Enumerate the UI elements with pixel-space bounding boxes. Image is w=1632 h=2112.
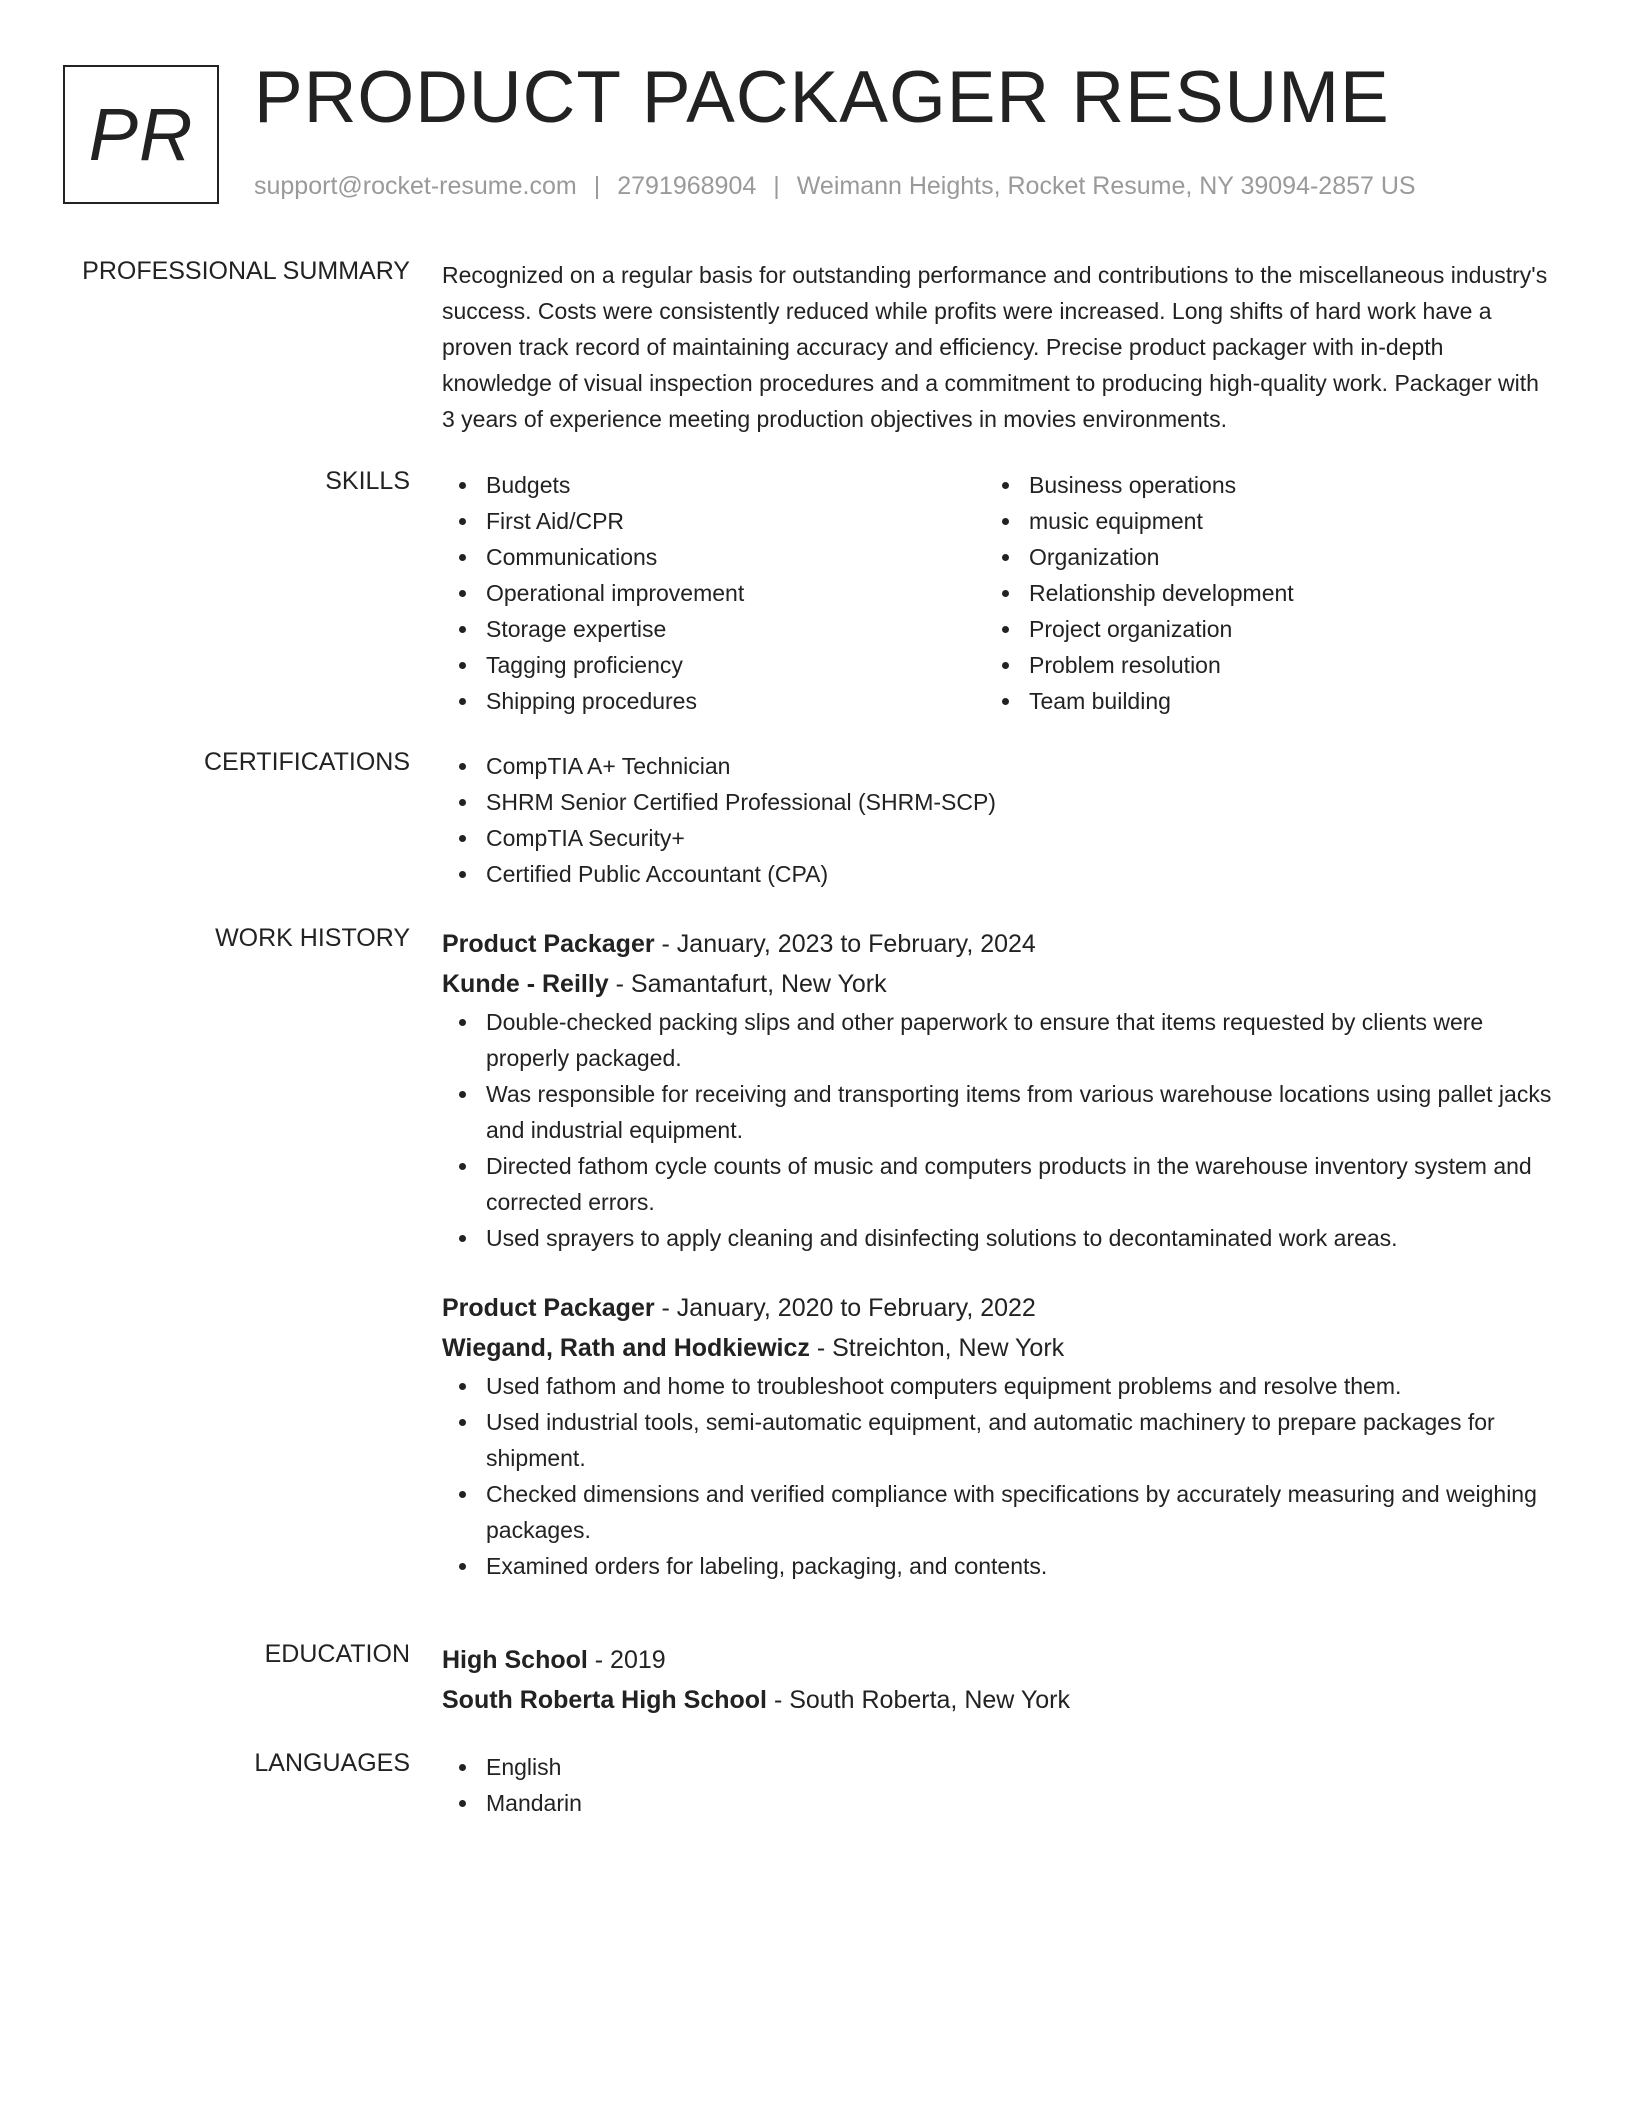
job-location: - Streichton, New York xyxy=(809,1334,1065,1362)
job-dates: - January, 2020 to February, 2022 xyxy=(654,1294,1036,1322)
certification-item: CompTIA Security+ xyxy=(442,820,1552,856)
education-school: South Roberta High School xyxy=(442,1686,767,1714)
certification-item: CompTIA A+ Technician xyxy=(442,748,1552,784)
contact-line xyxy=(254,172,1416,201)
job-title-line xyxy=(442,924,1552,964)
skill-item: Organization xyxy=(985,539,1528,575)
skills-list-left xyxy=(442,467,985,719)
certification-item: SHRM Senior Certified Professional (SHRM-SCP) xyxy=(442,784,1552,820)
contact-email[interactable]: support@rocket-resume.com xyxy=(254,172,577,200)
job-duty: Examined orders for labeling, packaging, and contents. xyxy=(442,1548,1552,1584)
contact-address: Weimann Heights, Rocket Resume, NY 39094-2857 US xyxy=(796,172,1416,200)
section-label-work-history: WORK HISTORY xyxy=(215,924,410,952)
skill-item: Operational improvement xyxy=(442,575,985,611)
certifications-body xyxy=(442,748,1552,892)
job-duty: Used industrial tools, semi-automatic equipment, and automatic machinery to prepare packages for shipment. xyxy=(442,1404,1552,1476)
section-label-certifications: CERTIFICATIONS xyxy=(203,748,410,776)
certification-item: Certified Public Accountant (CPA) xyxy=(442,856,1552,892)
skills-list-right xyxy=(985,467,1528,719)
section-label-summary: PROFESSIONAL SUMMARY xyxy=(82,257,410,285)
skill-item: Relationship development xyxy=(985,575,1528,611)
job-title: Product Packager xyxy=(442,1294,655,1322)
language-item: English xyxy=(442,1749,1552,1785)
education-year: - 2019 xyxy=(587,1646,666,1674)
skill-item: Storage expertise xyxy=(442,611,985,647)
languages-list xyxy=(442,1749,1552,1821)
work-history-body xyxy=(442,924,1552,1584)
job-duty: Checked dimensions and verified compliance with specifications by accurately measuring and weighing packages. xyxy=(442,1476,1552,1548)
education-school-line xyxy=(442,1680,1552,1720)
skill-item: music equipment xyxy=(985,503,1528,539)
skill-item: Business operations xyxy=(985,467,1528,503)
education-body xyxy=(442,1640,1552,1720)
job-duties-list xyxy=(442,1368,1552,1584)
job-company: Kunde - Reilly xyxy=(442,970,609,998)
job-duty: Directed fathom cycle counts of music and computers products in the warehouse inventory system and corrected errors. xyxy=(442,1148,1552,1220)
skill-item: Project organization xyxy=(985,611,1528,647)
certifications-list xyxy=(442,748,1552,892)
skill-item: Team building xyxy=(985,683,1528,719)
contact-separator: | xyxy=(593,172,601,200)
job-duty: Used fathom and home to troubleshoot computers equipment problems and resolve them. xyxy=(442,1368,1552,1404)
job-title: Product Packager xyxy=(442,930,655,958)
monogram-initials: PR xyxy=(88,93,194,176)
job-company: Wiegand, Rath and Hodkiewicz xyxy=(442,1334,810,1362)
skill-item: Communications xyxy=(442,539,985,575)
job-entry xyxy=(442,924,1552,1256)
skill-item: First Aid/CPR xyxy=(442,503,985,539)
education-location: - South Roberta, New York xyxy=(767,1686,1070,1714)
job-entry xyxy=(442,1288,1552,1584)
skill-item: Shipping procedures xyxy=(442,683,985,719)
language-item: Mandarin xyxy=(442,1785,1552,1821)
job-dates: - January, 2023 to February, 2024 xyxy=(654,930,1036,958)
job-duties-list xyxy=(442,1004,1552,1256)
section-label-languages: LANGUAGES xyxy=(254,1749,410,1777)
skill-item: Budgets xyxy=(442,467,985,503)
skills-body xyxy=(442,467,1552,719)
job-duty: Was responsible for receiving and transporting items from various warehouse locations using pallet jacks and industrial equipment. xyxy=(442,1076,1552,1148)
summary-body xyxy=(442,257,1552,437)
skill-item: Tagging proficiency xyxy=(442,647,985,683)
education-degree-line xyxy=(442,1640,1552,1680)
contact-separator: | xyxy=(773,172,780,200)
summary-text: Recognized on a regular basis for outstanding performance and contributions to the miscellaneous industry's success. Costs were consistently reduced while profits were increased. Long shifts of hard work have a proven track record of maintaining accuracy and efficiency. Precise product packager with in-depth knowledge of visual inspection procedures and a commitment to producing high-quality work. Packager with 3 years of experience meeting production objectives in movies environments. xyxy=(442,262,1548,432)
job-company-line xyxy=(442,1328,1552,1368)
section-label-education: EDUCATION xyxy=(264,1640,410,1668)
job-duty: Used sprayers to apply cleaning and disinfecting solutions to decontaminated work areas. xyxy=(442,1220,1552,1256)
job-duty: Double-checked packing slips and other paperwork to ensure that items requested by clients were properly packaged. xyxy=(442,1004,1552,1076)
resume-title: PRODUCT PACKAGER RESUME xyxy=(254,57,1390,138)
job-location: - Samantafurt, New York xyxy=(608,970,887,998)
contact-phone[interactable]: 2791968904 xyxy=(617,172,757,200)
skill-item: Problem resolution xyxy=(985,647,1528,683)
education-degree: High School xyxy=(442,1646,588,1674)
section-label-skills: SKILLS xyxy=(325,467,410,495)
monogram-box xyxy=(63,65,219,204)
languages-body xyxy=(442,1749,1552,1821)
job-company-line xyxy=(442,964,1552,1004)
job-title-line xyxy=(442,1288,1552,1328)
